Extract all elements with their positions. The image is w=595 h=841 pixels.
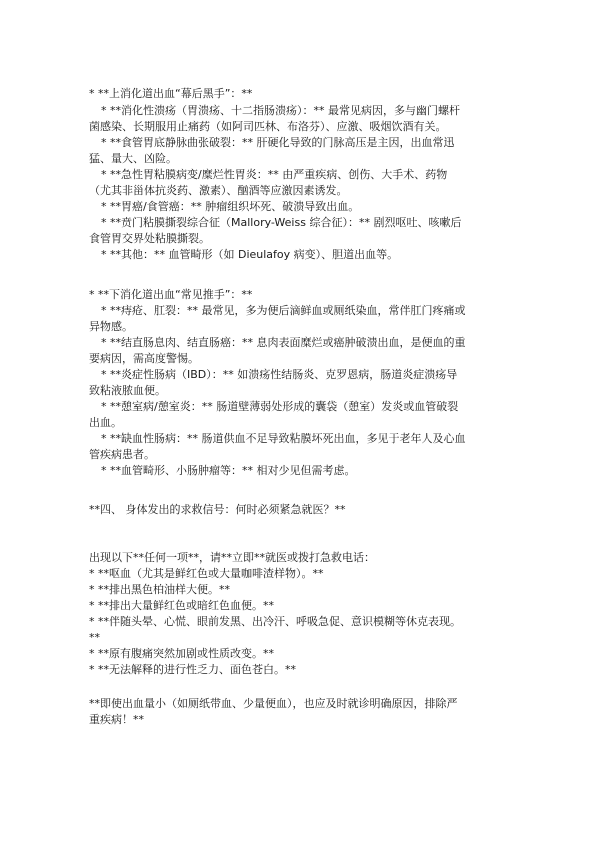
list-item-line: （尤其非甾体抗炎药、激素）、酗酒等应激因素诱发。 bbox=[89, 184, 348, 197]
list-item-line: * **憩室病/憩室炎：** 肠道壁薄弱处形成的囊袋（憩室）发炎或血管破裂 bbox=[101, 400, 459, 413]
list-item-line: * **急性胃粘膜病变/糜烂性胃炎：** 由严重疾病、创伤、大手术、药物 bbox=[101, 168, 448, 181]
list-item-line: 食管胃交界处粘膜撕裂。 bbox=[89, 232, 210, 245]
list-item-line: * **其他：** 血管畸形（如 Dieulafoy 病变）、胆道出血等。 bbox=[101, 248, 399, 261]
section-four-heading: **四、 身体发出的求救信号：何时必须紧急就医？** bbox=[89, 503, 346, 516]
list-item-line: 猛、量大、凶险。 bbox=[89, 152, 177, 165]
list-item-line: ** bbox=[89, 631, 100, 644]
emergency-intro: 出现以下**任何一项**，请**立即**就医或拨打急救电话： bbox=[89, 551, 375, 564]
closing-note-line: 重疾病！** bbox=[89, 713, 144, 726]
list-item-line: 致粘液脓血便。 bbox=[89, 384, 166, 397]
lower-gi-heading: * **下消化道出血“常见推手”：** bbox=[89, 288, 253, 301]
list-item-line: 管疾病患者。 bbox=[89, 448, 155, 461]
list-item-line: 菌感染、长期服用止痛药（如阿司匹林、布洛芬）、应激、吸烟饮酒有关。 bbox=[89, 120, 447, 133]
closing-note: **即使出血量小（如厕纸带血、少量便血），也应及时就诊明确原因，排除严 bbox=[89, 697, 458, 710]
list-item-line: * **呕血（尤其是鲜红色或大量咖啡渣样物）。** bbox=[89, 567, 324, 580]
list-item-line: * **消化性溃疡（胃溃疡、十二指肠溃疡）：** 最常见病因，多与幽门螺杆 bbox=[101, 104, 460, 117]
list-item-line: * **炎症性肠病（IBD）：** 如溃疡性结肠炎、克罗恩病，肠道炎症溃疡导 bbox=[101, 368, 458, 381]
list-item-line: * **痔疮、肛裂：** 最常见，多为便后滴鲜血或厕纸染血，常伴肛门疼痛或 bbox=[101, 304, 466, 317]
list-item-line: 异物感。 bbox=[89, 320, 133, 333]
list-item-line: * **食管胃底静脉曲张破裂：** 肝硬化导致的门脉高压是主因，出血常迅 bbox=[101, 136, 455, 149]
upper-gi-heading: * **上消化道出血“幕后黑手”：** bbox=[89, 87, 253, 100]
list-item-line: * **贲门粘膜撕裂综合征（Mallory-Weiss 综合征）：** 剧烈呕吐、咳嗽后 bbox=[101, 216, 462, 229]
list-item-line: * **排出大量鲜红色或暗红色血便。** bbox=[89, 599, 274, 612]
list-item-line: 要病因，需高度警惕。 bbox=[89, 352, 199, 365]
list-item-line: * **无法解释的进行性乏力、面色苍白。** bbox=[89, 663, 296, 676]
list-item-line: 出血。 bbox=[89, 416, 122, 429]
list-item-line: * **结直肠息肉、结直肠癌：** 息肉表面糜烂或癌肿破溃出血，是便血的重 bbox=[101, 336, 466, 349]
list-item-line: * **胃癌/食管癌：** 肿瘤组织坏死、破溃导致出血。 bbox=[101, 200, 360, 213]
list-item-line: * **血管畸形、小肠肿瘤等：** 相对少见但需考虑。 bbox=[101, 464, 356, 477]
list-item-line: * **排出黑色柏油样大便。** bbox=[89, 583, 230, 596]
list-item-line: * **伴随头晕、心慌、眼前发黑、出冷汗、呼吸急促、意识模糊等休克表现。 bbox=[89, 615, 461, 628]
list-item-line: * **原有腹痛突然加剧或性质改变。** bbox=[89, 647, 274, 660]
list-item-line: * **缺血性肠病：** 肠道供血不足导致粘膜坏死出血，多见于老年人及心血 bbox=[101, 432, 466, 445]
